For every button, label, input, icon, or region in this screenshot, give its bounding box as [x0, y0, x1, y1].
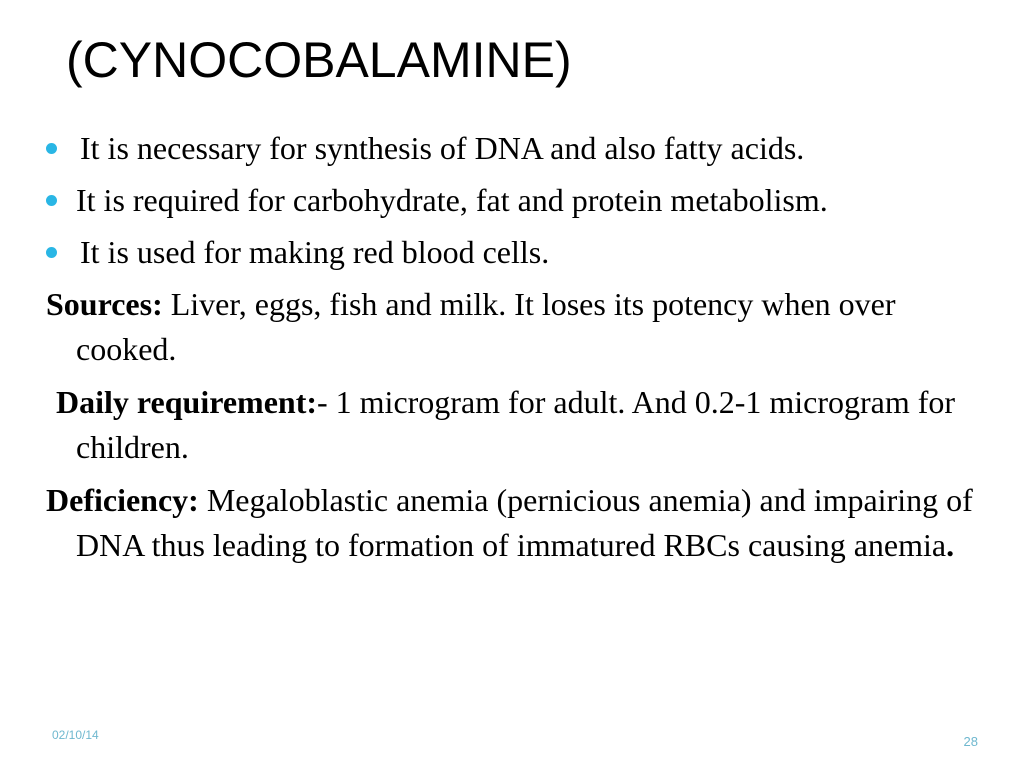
- bullet-text: It is necessary for synthesis of DNA and also fatty acids.: [80, 130, 805, 166]
- deficiency-label: Deficiency:: [46, 482, 199, 518]
- daily-requirement-label: Daily requirement:: [56, 384, 317, 420]
- page-number: 28: [963, 734, 978, 749]
- daily-requirement-text: - 1 microgram for adult. And 0.2-1 microgram for children.: [76, 384, 956, 465]
- daily-requirement-paragraph: [46, 380, 976, 470]
- slide-content: [46, 126, 976, 576]
- sources-paragraph: [46, 282, 976, 372]
- bullet-text: It is used for making red blood cells.: [80, 234, 550, 270]
- bullet-dot-icon: [46, 195, 57, 206]
- slide-title: (CYNOCOBALAMINE): [66, 32, 572, 88]
- bullet-text: It is required for carbohydrate, fat and protein metabolism.: [76, 182, 828, 218]
- bullet-item: [46, 178, 976, 223]
- deficiency-text: Megaloblastic anemia (pernicious anemia) and impairing of DNA thus leading to formation of immatured RBCs causing anemia: [76, 482, 973, 563]
- bullet-item: [46, 126, 976, 171]
- sources-text: Liver, eggs, fish and milk. It loses its potency when over cooked.: [76, 286, 896, 367]
- bullet-dot-icon: [46, 247, 57, 258]
- sources-label: Sources:: [46, 286, 163, 322]
- deficiency-end-mark: .: [946, 527, 955, 563]
- bullet-item: [46, 230, 976, 275]
- deficiency-paragraph: [46, 478, 976, 568]
- footer-date: 02/10/14: [52, 728, 99, 742]
- bullet-dot-icon: [46, 143, 57, 154]
